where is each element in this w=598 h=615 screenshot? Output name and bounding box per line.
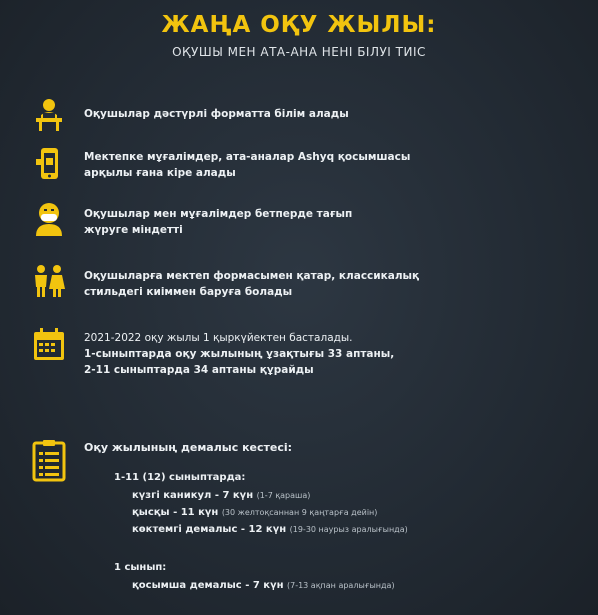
clipboard-list-icon bbox=[30, 438, 70, 482]
item-4-line-1: Оқушыларға мектеп формасымен қатар, классикалық bbox=[84, 270, 420, 282]
item-2-line-1: Мектепке мұғалімдер, ата-аналар Ashyq қосымшасы bbox=[84, 151, 411, 163]
spring-break bbox=[132, 522, 408, 537]
item-5-line-1: 2021-2022 оқу жылы 1 қыркүйектен басталады. bbox=[84, 332, 353, 344]
spring-break-note: (19-30 наурыз аралығында) bbox=[289, 525, 408, 534]
item-2-line-2: арқылы ғана кіре алады bbox=[84, 167, 236, 179]
poster-subtitle: ОҚУШЫ МЕН АТА-АНА НЕНІ БІЛУІ ТИІС bbox=[172, 45, 426, 59]
winter-break bbox=[132, 505, 377, 520]
item-3-line-1: Оқушылар мен мұғалімдер бетперде тағып bbox=[84, 208, 353, 220]
poster-title: ЖАҢА ОҚУ ЖЫЛЫ: bbox=[161, 12, 437, 38]
autumn-break bbox=[132, 488, 310, 503]
schedule-group-2-title: 1 сынып: bbox=[114, 562, 167, 573]
extra-break-note: (7-13 ақпан аралығында) bbox=[286, 581, 395, 590]
holiday-schedule bbox=[30, 438, 575, 608]
schedule-group-1-title: 1-11 (12) сыныптарда: bbox=[114, 472, 246, 483]
winter-break-note: (30 желтоқсаннан 9 қаңтарға дейін) bbox=[221, 508, 378, 517]
autumn-break-text: күзгі каникул - 7 күн bbox=[132, 490, 254, 501]
student-desk-icon bbox=[30, 96, 68, 134]
schedule-heading: Оқу жылының демалыс кестесі: bbox=[84, 441, 293, 454]
item-5-line-2: 1-сыныптарда оқу жылының ұзақтығы 33 аптаны, bbox=[84, 348, 395, 360]
phone-app-icon bbox=[30, 145, 68, 183]
winter-break-text: қысқы - 11 күн bbox=[132, 507, 219, 518]
spring-break-text: көктемгі демалыс - 12 күн bbox=[132, 524, 287, 535]
item-4-line-2: стильдегі киіммен баруға болады bbox=[84, 286, 293, 298]
children-uniform-icon bbox=[30, 262, 68, 300]
item-1-text: Оқушылар дәстүрлі форматта білім алады bbox=[84, 108, 349, 120]
item-5-line-3: 2-11 сыныптарда 34 аптаны құрайды bbox=[84, 364, 314, 376]
item-3-line-2: жүруге міндетті bbox=[84, 224, 183, 236]
face-mask-icon bbox=[30, 200, 68, 238]
calendar-icon bbox=[30, 326, 68, 364]
extra-break-text: қосымша демалыс - 7 күн bbox=[132, 580, 284, 591]
autumn-break-note: (1-7 қараша) bbox=[256, 491, 311, 500]
extra-break bbox=[132, 578, 395, 593]
